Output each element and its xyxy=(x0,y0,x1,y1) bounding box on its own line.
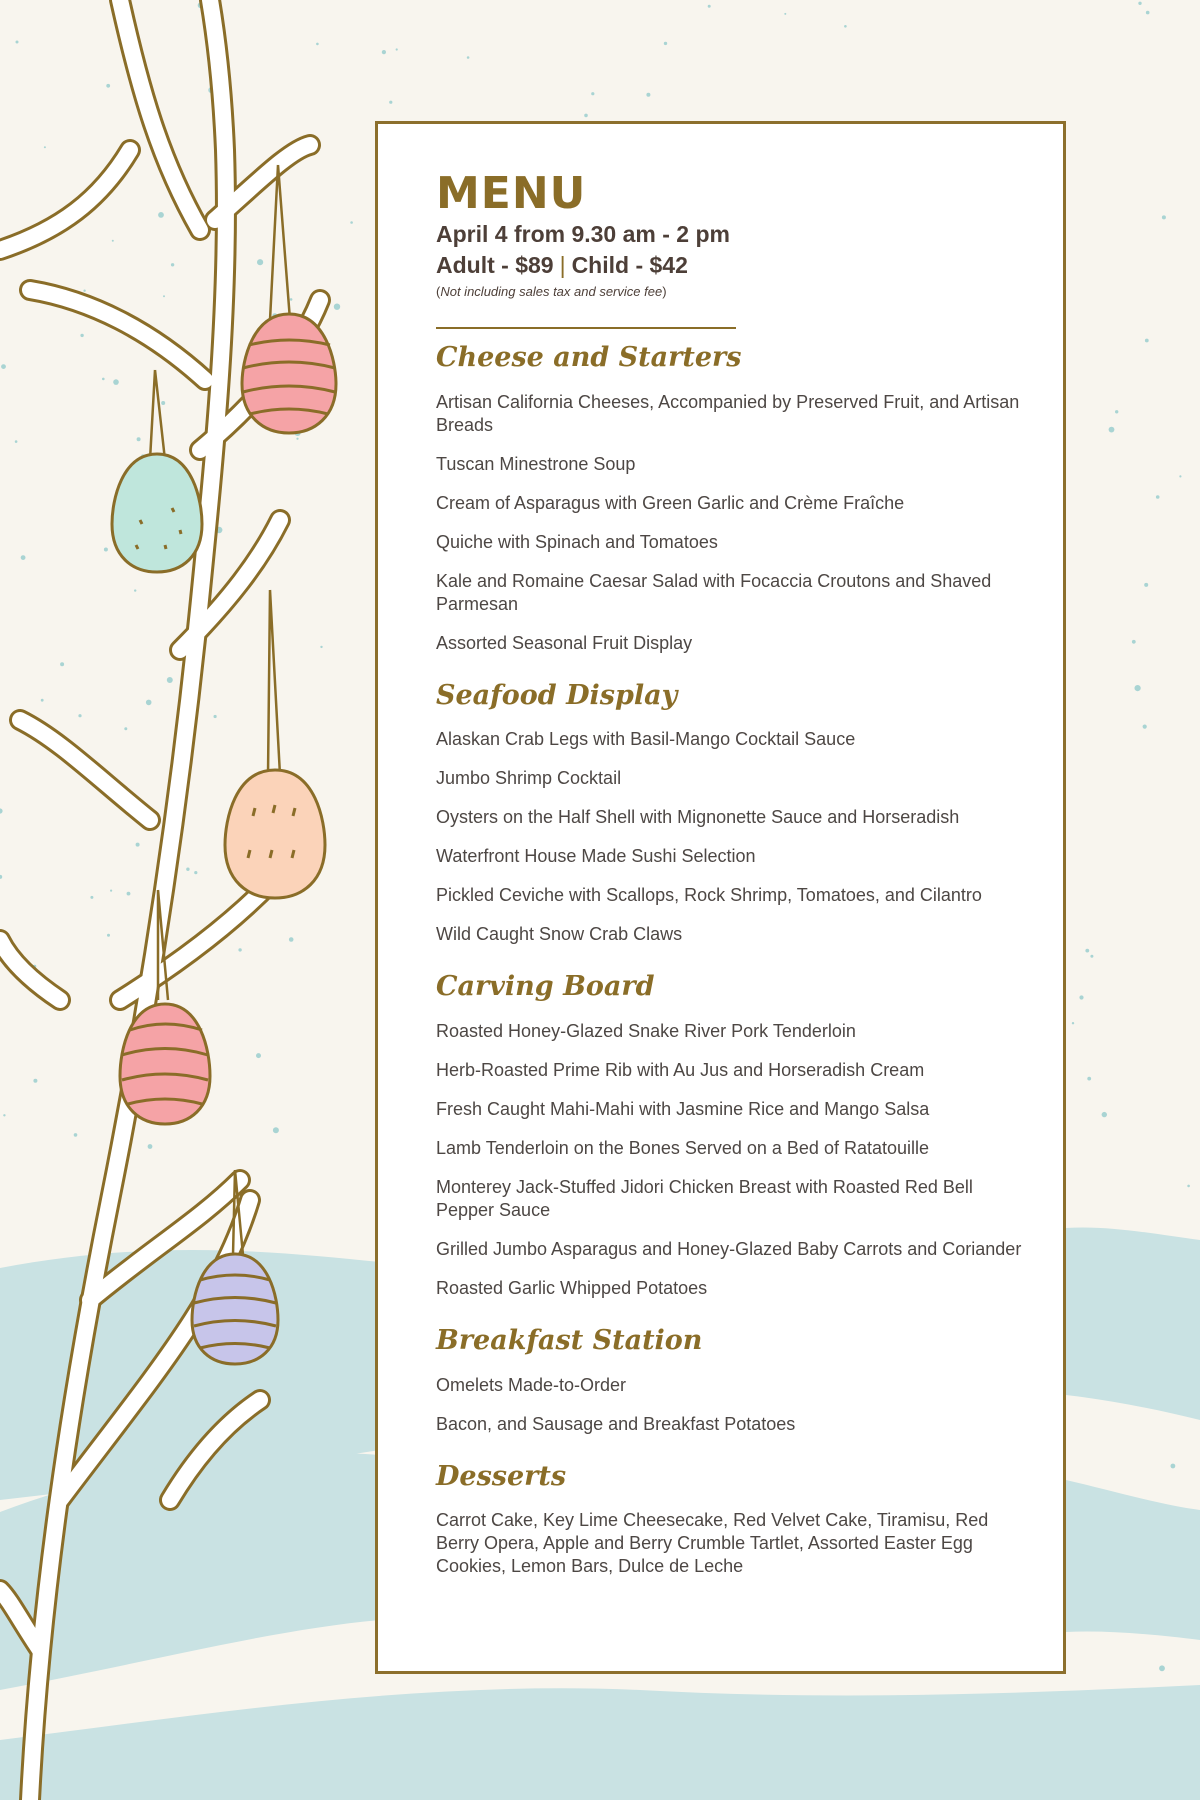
menu-section xyxy=(436,1462,1026,1579)
menu-item: Quiche with Spinach and Tomatoes xyxy=(436,531,718,552)
speckle xyxy=(113,379,119,385)
speckle xyxy=(646,93,650,97)
note-open-paren: ( xyxy=(436,284,441,299)
section-title: Cheese and Starters xyxy=(436,342,742,373)
menu-item: Lamb Tenderloin on the Bones Served on a Bed of Ratatouille xyxy=(436,1138,930,1159)
speckle xyxy=(350,221,353,224)
menu-item: Assorted Seasonal Fruit Display xyxy=(436,632,693,653)
menu-section xyxy=(436,681,1026,947)
menu-item: Omelets Made-to-Order xyxy=(436,1374,627,1395)
menu-item-list xyxy=(436,1509,1026,1578)
speckle xyxy=(107,934,110,937)
speckle xyxy=(104,548,108,552)
speckle xyxy=(102,378,105,381)
price-adult: Adult - $89 xyxy=(436,252,554,278)
speckle xyxy=(78,714,81,717)
speckle xyxy=(33,1079,37,1083)
speckle xyxy=(214,715,217,718)
speckle xyxy=(708,5,711,8)
speckle xyxy=(1072,1022,1074,1024)
speckle xyxy=(167,677,173,683)
speckle xyxy=(137,437,141,441)
speckle xyxy=(74,1133,78,1137)
wave-band-bottom xyxy=(0,1685,1200,1800)
speckle xyxy=(257,259,263,265)
menu-item: Herb-Roasted Prime Rib with Au Jus and Horseradish Cream xyxy=(436,1060,925,1081)
speckle xyxy=(1109,427,1115,433)
menu-item: Grilled Jumbo Asparagus and Honey-Glazed Baby Carrots and Coriander xyxy=(436,1239,1022,1260)
speckle xyxy=(110,890,112,892)
speckle xyxy=(194,871,197,874)
speckle xyxy=(134,589,136,591)
speckle xyxy=(3,1114,5,1116)
speckle xyxy=(1145,339,1149,343)
speckle xyxy=(1179,475,1181,477)
speckle xyxy=(186,868,189,871)
menu-section xyxy=(436,343,1026,655)
speckle xyxy=(136,843,140,847)
speckle xyxy=(1135,685,1141,691)
section-title: Breakfast Station xyxy=(436,1325,703,1357)
speckle xyxy=(21,555,26,560)
menu-item: Waterfront House Made Sushi Selection xyxy=(436,846,756,867)
speckle xyxy=(41,699,44,702)
menu-item-list xyxy=(436,1020,1026,1300)
menu-section xyxy=(436,972,1026,1300)
speckle xyxy=(289,937,294,942)
event-info xyxy=(436,219,1026,281)
speckle xyxy=(1146,11,1150,15)
menu-item: Oysters on the Half Shell with Mignonette Sauce and Horseradish xyxy=(436,807,960,828)
menu-item: Carrot Cake, Key Lime Cheesecake, Red Velvet Cake, Tiramisu, Red Berry Opera, Apple and Berry Crumble Tartlet, Assorted Easter Egg Cookies, Lemon Bars, Dulce de Leche xyxy=(436,1510,989,1577)
wave-band-upper-right xyxy=(1066,1227,1200,1420)
speckle xyxy=(161,401,165,405)
speckle xyxy=(1079,995,1083,999)
easter-egg-icon xyxy=(120,1004,210,1124)
event-date-time: April 4 from 9.30 am - 2 pm xyxy=(436,221,730,247)
speckle xyxy=(1143,725,1147,729)
price-child: Child - $42 xyxy=(571,252,688,278)
speckle xyxy=(163,295,165,297)
speckle xyxy=(238,948,241,951)
speckle xyxy=(584,114,588,118)
speckle xyxy=(16,41,19,44)
menu-card xyxy=(375,121,1066,1674)
speckle xyxy=(382,50,386,54)
speckle xyxy=(256,1053,261,1058)
speckle xyxy=(591,92,594,95)
speckle xyxy=(1156,495,1160,499)
menu-item: Alaskan Crab Legs with Basil-Mango Cocktail Sauce xyxy=(436,729,856,750)
speckle xyxy=(90,896,93,899)
pricing-note xyxy=(436,284,1026,299)
easter-egg-icon xyxy=(242,314,336,433)
speckle xyxy=(1090,955,1093,958)
speckle xyxy=(1187,1185,1190,1188)
speckle xyxy=(320,646,322,648)
divider xyxy=(436,327,736,329)
menu-item-list xyxy=(436,391,1026,655)
menu-item: Bacon, and Sausage and Breakfast Potatoes xyxy=(436,1413,796,1434)
speckle xyxy=(844,25,847,28)
easter-egg-icon xyxy=(225,770,325,898)
page-title: MENU xyxy=(436,168,587,219)
menu-item: Artisan California Cheeses, Accompanied by Preserved Fruit, and Artisan Breads xyxy=(436,391,1020,435)
menu-item: Monterey Jack-Stuffed Jidori Chicken Breast with Roasted Red Bell Pepper Sauce xyxy=(436,1177,973,1221)
speckle xyxy=(15,440,18,443)
speckle xyxy=(1087,1077,1091,1081)
speckle xyxy=(1,364,6,369)
menu-item: Tuscan Minestrone Soup xyxy=(436,453,636,474)
speckle xyxy=(171,263,174,266)
wave-band-middle-right xyxy=(1066,1480,1200,1640)
speckle xyxy=(1159,1665,1165,1671)
menu-item: Kale and Romaine Caesar Salad with Focaccia Croutons and Shaved Parmesan xyxy=(436,570,992,614)
speckle xyxy=(158,212,164,218)
speckle xyxy=(1085,949,1089,953)
speckle xyxy=(83,290,85,292)
section-title: Carving Board xyxy=(436,971,655,1003)
menu-section xyxy=(436,1326,1026,1436)
menu-item-list xyxy=(436,728,1026,946)
speckle xyxy=(106,84,110,88)
speckle xyxy=(296,438,298,440)
easter-egg-icon xyxy=(192,1254,278,1364)
speckle xyxy=(316,43,319,46)
speckle xyxy=(1102,1112,1107,1117)
note-close-paren: ) xyxy=(662,284,667,299)
speckle xyxy=(273,1127,279,1133)
speckle xyxy=(44,146,46,148)
menu-item: Fresh Caught Mahi-Mahi with Jasmine Rice and Mango Salsa xyxy=(436,1099,930,1120)
note-text: Not including sales tax and service fee xyxy=(440,284,663,299)
menu-item: Roasted Honey-Glazed Snake River Pork Tenderloin xyxy=(436,1021,856,1042)
price-separator: | xyxy=(559,252,566,278)
menu-item: Roasted Garlic Whipped Potatoes xyxy=(436,1278,708,1299)
menu-item: Cream of Asparagus with Green Garlic and Crème Fraîche xyxy=(436,492,905,513)
menu-item-list xyxy=(436,1374,1026,1436)
speckle xyxy=(0,808,3,813)
speckle xyxy=(60,662,64,666)
speckle xyxy=(1132,640,1136,644)
speckle xyxy=(784,13,786,15)
speckle xyxy=(389,101,392,104)
speckle xyxy=(0,875,2,879)
speckle xyxy=(334,304,340,310)
menu-content xyxy=(436,168,1026,1604)
menu-item: Pickled Ceviche with Scallops, Rock Shrimp, Tomatoes, and Cilantro xyxy=(436,885,982,906)
speckle xyxy=(124,727,127,730)
speckle xyxy=(148,1144,153,1149)
speckle xyxy=(146,700,152,706)
menu-item: Wild Caught Snow Crab Claws xyxy=(436,924,683,945)
speckle xyxy=(127,892,131,896)
price-line xyxy=(436,250,1026,281)
speckle xyxy=(396,48,398,50)
speckle xyxy=(467,56,470,59)
speckle xyxy=(112,240,114,242)
speckle xyxy=(1162,215,1166,219)
easter-egg-icon xyxy=(112,454,202,572)
section-title: Seafood Display xyxy=(436,679,678,711)
speckle xyxy=(1115,410,1118,413)
menu-sections xyxy=(436,343,1026,1578)
speckle xyxy=(80,334,83,337)
speckle xyxy=(290,298,293,301)
speckle xyxy=(1144,583,1148,587)
menu-item: Jumbo Shrimp Cocktail xyxy=(436,768,622,789)
speckle xyxy=(1138,2,1141,5)
speckle xyxy=(664,42,667,45)
speckle xyxy=(1171,1464,1176,1469)
section-title: Desserts xyxy=(436,1460,567,1492)
